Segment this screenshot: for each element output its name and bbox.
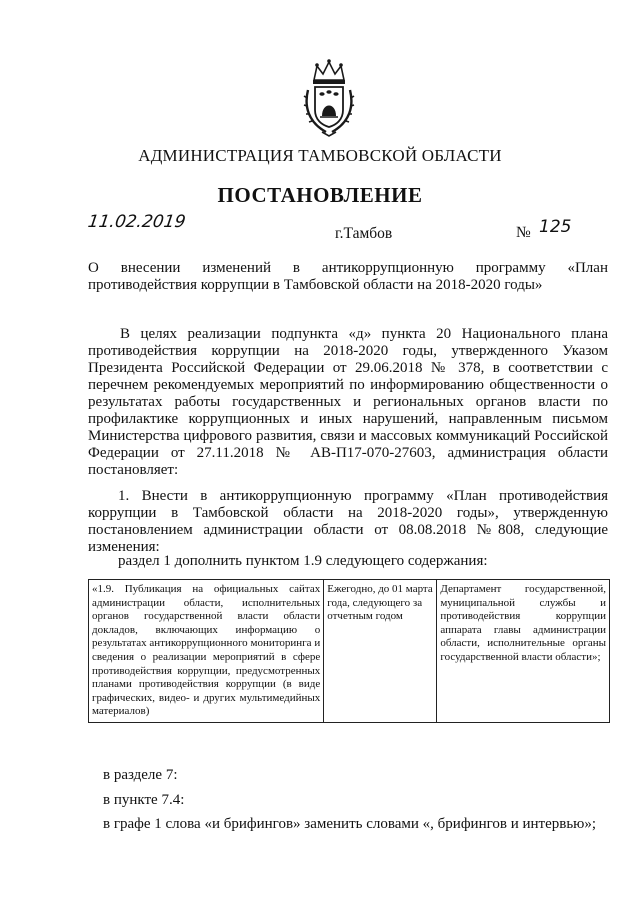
organization-name: АДМИНИСТРАЦИЯ ТАМБОВСКОЙ ОБЛАСТИ (138, 146, 502, 165)
document-date: 11.02.2019 (86, 212, 187, 232)
subject-line-1 (88, 260, 608, 277)
subject-word: «План (567, 260, 608, 276)
table-cell-deadline: Ежегодно, до 01 марта года, следующего за отчетным годом (324, 580, 437, 723)
document-subject (88, 260, 608, 294)
subject-word: в (292, 260, 301, 276)
preamble-paragraph: В целях реализации подпункта «д» пункта 20 Национального плана противодействия коррупции на 2018-2020 годы, утвержденного Указом Президента Российской Федерации от 29.06.2018 № 378, в соответствии с перечнем рекомендуемых мероприятий по информированию общественности о результатах работы государственных и региональных органов власти по профилактике коррупционных и иных нарушений, направленным письмом Министерства цифрового развития, связи и массовых коммуникаций Российской Федерации от 27.11.2018 № АВ-П17-070-27603, администрация области постановляет: (88, 326, 608, 478)
document-city: г.Тамбов (335, 225, 393, 242)
subject-word: программу (475, 260, 546, 276)
subject-word: О (88, 260, 99, 276)
document-number-label: № (516, 224, 531, 241)
item-7-4-line: в пункте 7.4: (103, 792, 185, 808)
table-cell-responsible: Департамент государственной, муниципальной службы и противодействия коррупции аппарата главы администрации области, исполнительные органы государственной власти области»; (437, 580, 610, 723)
coat-of-arms-icon (302, 58, 356, 138)
table-row (89, 580, 610, 723)
inserted-item-table (88, 579, 610, 723)
section-1-instruction: раздел 1 дополнить пунктом 1.9 следующего содержания: (118, 553, 488, 569)
subject-line-2: противодействия коррупции в Тамбовской области на 2018-2020 годы» (88, 277, 543, 293)
document-type-title: ПОСТАНОВЛЕНИЕ (217, 183, 423, 207)
table-cell-measure: «1.9. Публикация на официальных сайтах администрации области, исполнительных органов государственной власти области докладов, включающих информацию о результатах антикоррупционного мониторинга и сведения о реализации мероприятий в сфере противодействия коррупции, предусмотренных планами противодействия коррупции (в виде графических, видео- и других мультимедийных материалов) (89, 580, 324, 723)
section-7-line: в разделе 7: (103, 767, 178, 783)
subject-word: изменений (202, 260, 272, 276)
clause-1-paragraph: 1. Внести в антикоррупционную программу «План противодействия коррупции в Тамбовской области на 2018-2020 годы», утвержденную постановлением администрации области от 08.08.2018 №808, следующие изменения: (88, 488, 608, 555)
column-1-replacement-line: в графе 1 слова «и брифингов» заменить словами «, брифингов и интервью»; (103, 816, 597, 832)
subject-word: антикоррупционную (321, 260, 454, 276)
subject-word: внесении (120, 260, 181, 276)
document-number: 125 (539, 217, 572, 237)
